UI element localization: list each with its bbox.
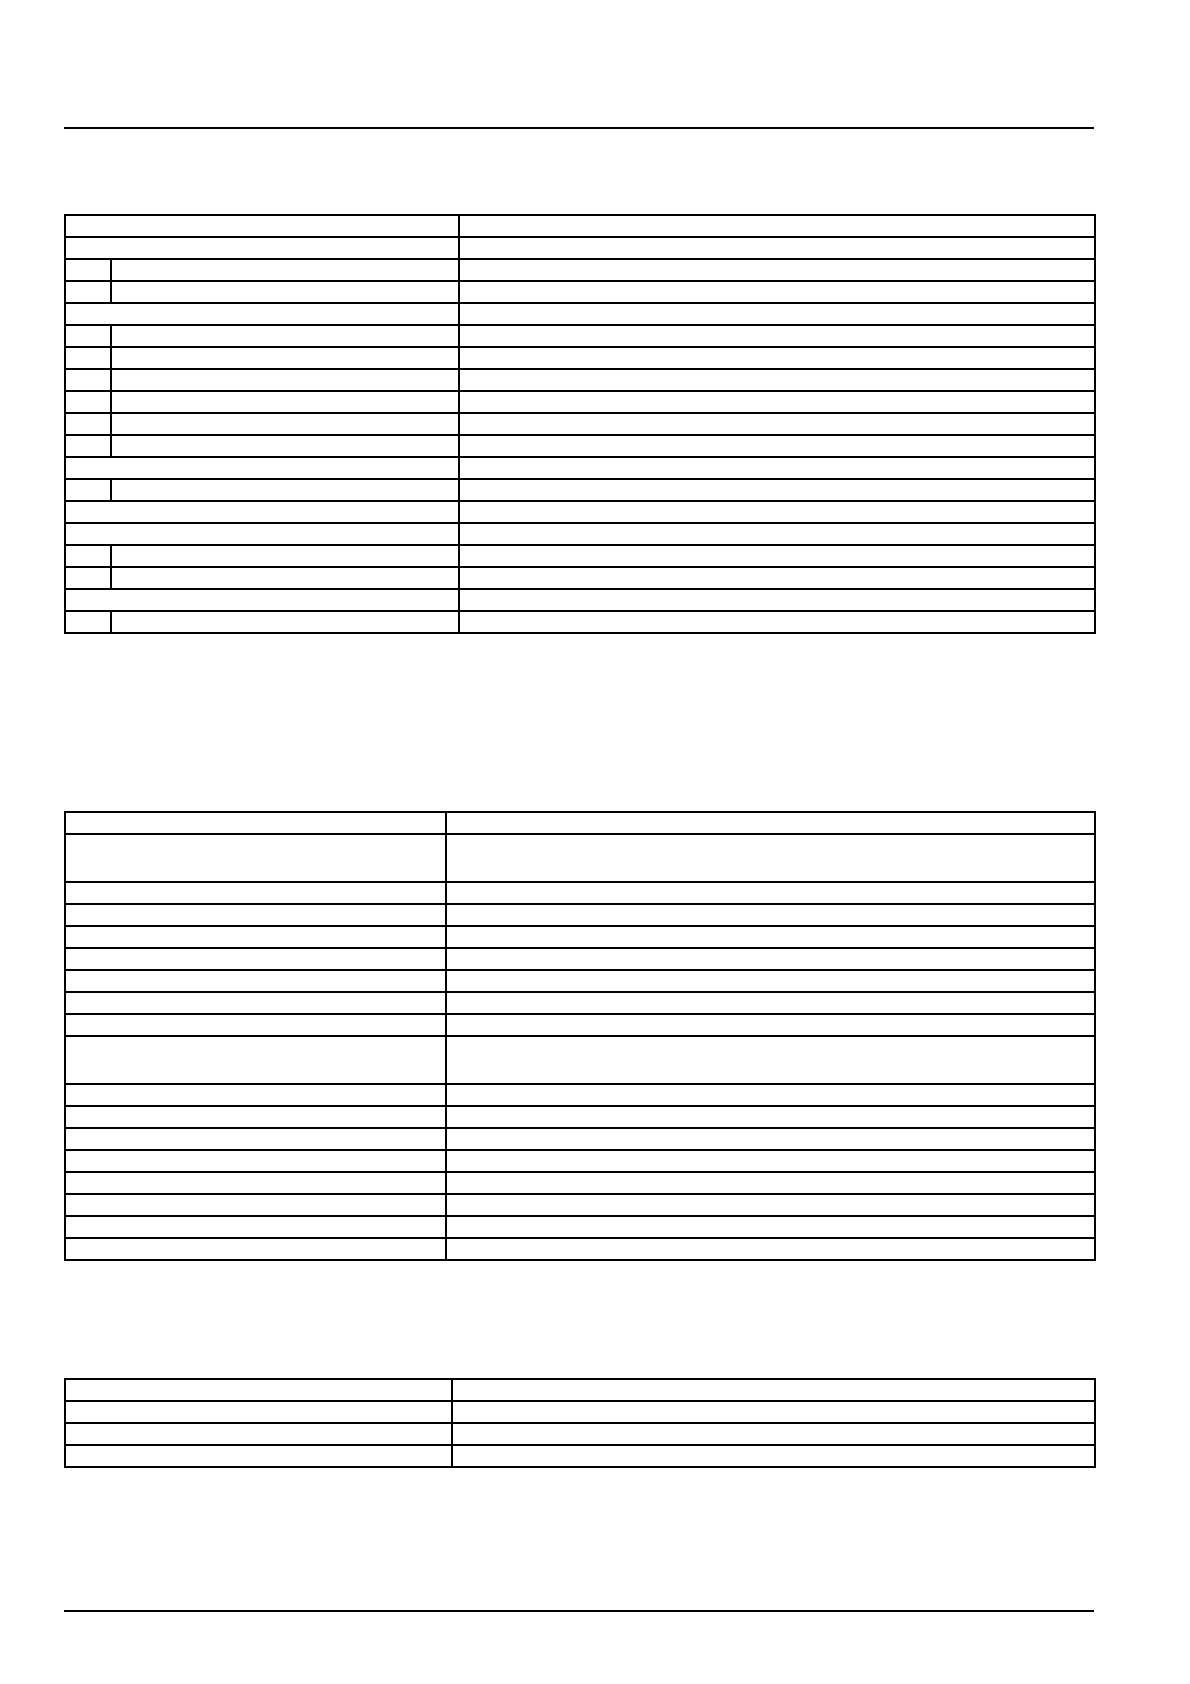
table-cell: [65, 812, 446, 834]
spec-table-1-body: [65, 215, 1095, 633]
table-cell: [459, 303, 1095, 325]
table-cell: [446, 1014, 1095, 1036]
table-cell: [65, 567, 111, 589]
table-cell: [65, 1036, 446, 1084]
spec-table-3-body: [65, 1379, 1095, 1467]
table-cell: [65, 391, 111, 413]
table-cell: [446, 926, 1095, 948]
table-cell: [65, 1128, 446, 1150]
table-cell: [65, 1084, 446, 1106]
table-row: [65, 1423, 1095, 1445]
table-cell: [65, 1216, 446, 1238]
table-subrow: [65, 325, 1095, 347]
table-row: [65, 1036, 1095, 1084]
table-cell: [65, 904, 446, 926]
spec-table-2-body: [65, 812, 1095, 1260]
table-row: [65, 523, 1095, 545]
table-cell: [65, 1423, 452, 1445]
table-cell: [446, 1172, 1095, 1194]
table-cell: [65, 611, 111, 633]
table-cell: [65, 1150, 446, 1172]
table-row: [65, 1106, 1095, 1128]
table-subrow: [65, 479, 1095, 501]
table-cell: [65, 545, 111, 567]
table-cell: [111, 545, 459, 567]
table-subrow: [65, 435, 1095, 457]
table-cell: [459, 369, 1095, 391]
table-row: [65, 1150, 1095, 1172]
table-cell: [446, 970, 1095, 992]
table-cell: [65, 1445, 452, 1467]
table-cell: [111, 369, 459, 391]
table-cell: [65, 834, 446, 882]
table-cell: [111, 347, 459, 369]
table-cell: [459, 325, 1095, 347]
table-subrow: [65, 259, 1095, 281]
table-row: [65, 1194, 1095, 1216]
table-cell: [65, 303, 459, 325]
table-cell: [452, 1423, 1095, 1445]
table-cell: [446, 1238, 1095, 1260]
table-row: [65, 1084, 1095, 1106]
table-cell: [65, 325, 111, 347]
table-cell: [446, 834, 1095, 882]
table-cell: [446, 904, 1095, 926]
table-cell: [65, 1194, 446, 1216]
table-subrow: [65, 545, 1095, 567]
footer-rule: [64, 1610, 1094, 1612]
table-cell: [459, 523, 1095, 545]
table-subrow: [65, 413, 1095, 435]
table-cell: [65, 501, 459, 523]
table-cell: [459, 391, 1095, 413]
table-cell: [452, 1445, 1095, 1467]
table-cell: [65, 948, 446, 970]
table-cell: [111, 435, 459, 457]
table-cell: [446, 948, 1095, 970]
table-cell: [459, 413, 1095, 435]
table-cell: [65, 926, 446, 948]
table-cell: [452, 1379, 1095, 1401]
table-cell: [446, 1106, 1095, 1128]
table-cell: [65, 970, 446, 992]
table-cell: [459, 237, 1095, 259]
table-cell: [65, 413, 111, 435]
table-row: [65, 1238, 1095, 1260]
table-cell: [459, 611, 1095, 633]
table-cell: [446, 812, 1095, 834]
table-row: [65, 1014, 1095, 1036]
table-row: [65, 303, 1095, 325]
table-cell: [111, 281, 459, 303]
table-cell: [65, 523, 459, 545]
spec-table-2: [64, 811, 1096, 1261]
table-cell: [459, 435, 1095, 457]
table-row: [65, 501, 1095, 523]
table-subrow: [65, 567, 1095, 589]
table-row: [65, 215, 1095, 237]
table-row: [65, 948, 1095, 970]
table-subrow: [65, 347, 1095, 369]
table-row: [65, 970, 1095, 992]
table-row: [65, 237, 1095, 259]
table-cell: [65, 1401, 452, 1423]
table-cell: [65, 237, 459, 259]
table-cell: [459, 457, 1095, 479]
table-row: [65, 1401, 1095, 1423]
table-cell: [446, 882, 1095, 904]
table-row: [65, 457, 1095, 479]
table-row: [65, 1128, 1095, 1150]
table-cell: [446, 1036, 1095, 1084]
table-cell: [459, 589, 1095, 611]
table-row: [65, 992, 1095, 1014]
spec-table-3: [64, 1378, 1096, 1468]
table-cell: [459, 347, 1095, 369]
table-cell: [65, 369, 111, 391]
table-cell: [65, 259, 111, 281]
table-cell: [446, 1084, 1095, 1106]
table-cell: [65, 1379, 452, 1401]
table-cell: [459, 259, 1095, 281]
table-cell: [111, 259, 459, 281]
table-cell: [111, 611, 459, 633]
table-cell: [65, 1172, 446, 1194]
table-row: [65, 1216, 1095, 1238]
table-row: [65, 1379, 1095, 1401]
table-cell: [65, 1106, 446, 1128]
spec-table-1: [64, 214, 1096, 634]
table-cell: [111, 325, 459, 347]
table-row: [65, 834, 1095, 882]
header-rule: [64, 127, 1094, 129]
table-cell: [459, 567, 1095, 589]
table-cell: [111, 391, 459, 413]
table-row: [65, 1445, 1095, 1467]
table-cell: [65, 215, 459, 237]
table-cell: [459, 215, 1095, 237]
table-cell: [65, 457, 459, 479]
table-cell: [446, 1194, 1095, 1216]
table-cell: [459, 479, 1095, 501]
table-cell: [111, 479, 459, 501]
table-cell: [459, 501, 1095, 523]
table-row: [65, 812, 1095, 834]
table-cell: [65, 882, 446, 904]
table-cell: [65, 281, 111, 303]
table-cell: [446, 1128, 1095, 1150]
table-cell: [65, 347, 111, 369]
table-row: [65, 882, 1095, 904]
table-cell: [452, 1401, 1095, 1423]
table-cell: [446, 1150, 1095, 1172]
table-cell: [111, 567, 459, 589]
table-cell: [65, 435, 111, 457]
table-cell: [459, 281, 1095, 303]
table-cell: [65, 479, 111, 501]
table-row: [65, 926, 1095, 948]
table-cell: [459, 545, 1095, 567]
table-subrow: [65, 281, 1095, 303]
table-cell: [65, 589, 459, 611]
table-cell: [65, 992, 446, 1014]
table-cell: [111, 413, 459, 435]
table-cell: [65, 1238, 446, 1260]
table-cell: [65, 1014, 446, 1036]
table-subrow: [65, 369, 1095, 391]
table-subrow: [65, 611, 1095, 633]
table-cell: [446, 1216, 1095, 1238]
table-subrow: [65, 391, 1095, 413]
table-row: [65, 589, 1095, 611]
table-row: [65, 904, 1095, 926]
table-row: [65, 1172, 1095, 1194]
table-cell: [446, 992, 1095, 1014]
